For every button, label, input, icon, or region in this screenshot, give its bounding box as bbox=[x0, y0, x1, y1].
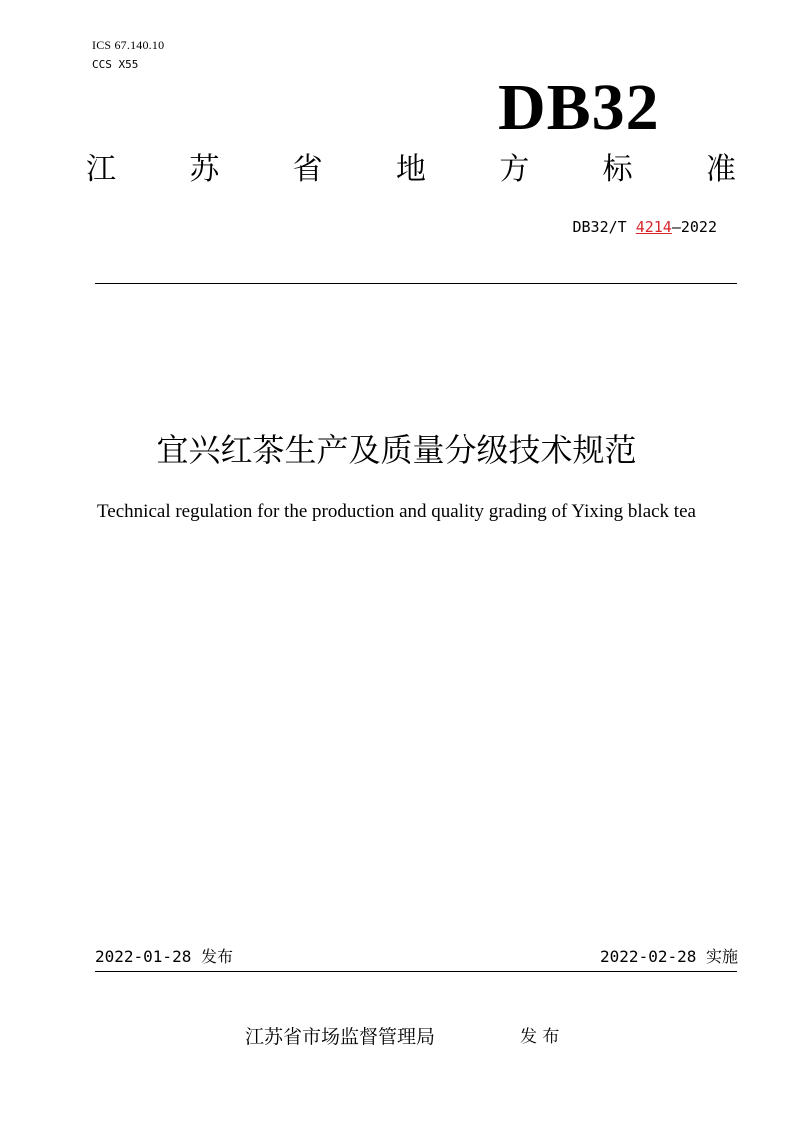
issue-label: 发 布 bbox=[520, 1027, 560, 1047]
standard-type-char: 方 bbox=[499, 152, 530, 187]
issuing-authority: 江苏省市场监督管理局 bbox=[245, 1026, 436, 1048]
standard-number-value: 4214 bbox=[635, 218, 672, 236]
standard-type-heading bbox=[86, 150, 736, 190]
publish-date: 2022-01-28 发布 bbox=[95, 947, 233, 966]
implement-date: 2022-02-28 实施 bbox=[600, 947, 738, 966]
document-title-chinese: 宜兴红茶生产及质量分级技术规范 bbox=[156, 431, 637, 469]
standard-type-char: 苏 bbox=[189, 152, 220, 187]
standard-number bbox=[573, 216, 718, 238]
ics-code: ICS 67.140.10 bbox=[92, 38, 165, 52]
standard-type-char: 标 bbox=[602, 152, 633, 187]
standard-type-char: 省 bbox=[292, 152, 323, 187]
footer-divider bbox=[95, 971, 737, 972]
header-divider bbox=[95, 283, 737, 284]
db-logo: DB32 bbox=[498, 71, 660, 144]
standard-type-char: 准 bbox=[705, 152, 736, 187]
standard-number-year: —2022 bbox=[671, 218, 717, 236]
standard-type-char: 地 bbox=[395, 152, 426, 187]
standard-type-char: 江 bbox=[86, 152, 116, 187]
standard-number-prefix: DB32/T bbox=[572, 218, 636, 236]
document-title-english: Technical regulation for the production and quality grading of Yixing black tea bbox=[97, 501, 696, 522]
ccs-code: CCS X55 bbox=[92, 58, 139, 71]
